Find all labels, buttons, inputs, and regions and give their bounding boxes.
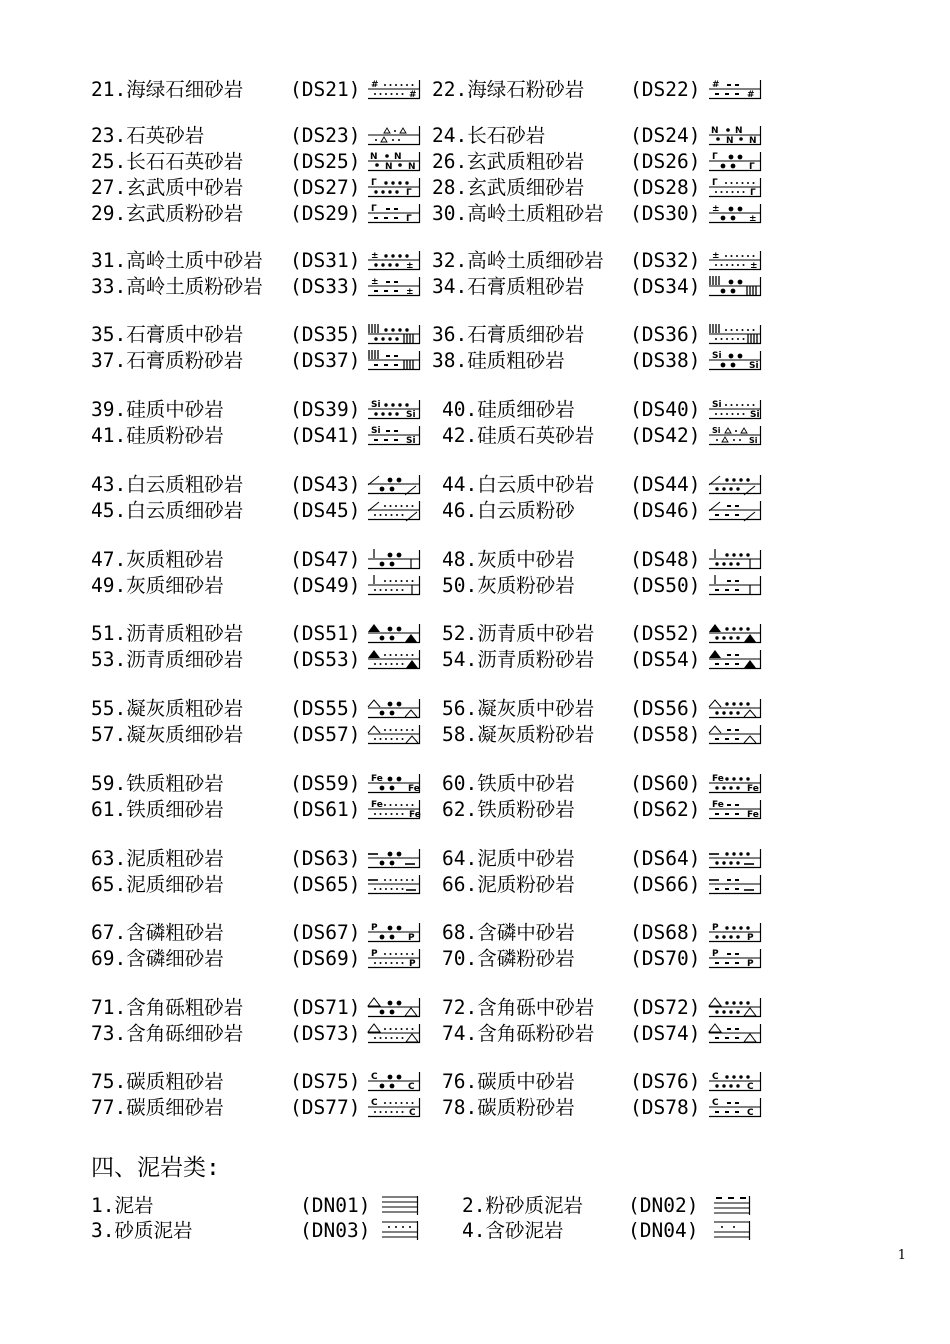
legend-code-ds45: (DS45) [290, 499, 361, 522]
legend-code-ds41: (DS41) [290, 424, 361, 447]
legend-code-dn03: (DN03) [300, 1219, 371, 1242]
legend-label-ds65: 65.泥质细砂岩 [91, 873, 224, 896]
svg-text:N: N [394, 152, 402, 162]
legend-label-ds63: 63.泥质粗砂岩 [91, 847, 224, 870]
legend-label-ds48: 48.灰质中砂岩 [442, 548, 575, 571]
svg-text:C: C [747, 1108, 754, 1118]
legend-code-ds30: (DS30) [630, 202, 701, 225]
svg-text:Si: Si [371, 400, 381, 410]
legend-code-dn04: (DN04) [628, 1219, 699, 1242]
lithology-symbol-ds76 [709, 1071, 761, 1091]
lithology-symbol-ds56 [709, 698, 761, 718]
legend-label-ds66: 66.泥质粉砂岩 [442, 873, 575, 896]
lithology-symbol-ds45 [368, 500, 420, 520]
legend-code-ds29: (DS29) [290, 202, 361, 225]
svg-text:C: C [408, 1082, 415, 1092]
lithology-symbol-ds78 [709, 1097, 761, 1117]
svg-text:±: ± [371, 277, 379, 287]
lithology-symbol-ds54 [709, 649, 761, 669]
legend-label-ds35: 35.石膏质中砂岩 [91, 323, 244, 346]
svg-text:P: P [712, 949, 719, 959]
lithology-symbol-ds28 [709, 177, 761, 197]
lithology-symbol-ds51 [368, 623, 420, 643]
lithology-symbol-ds69 [368, 948, 420, 968]
svg-text:Γ: Γ [371, 204, 377, 214]
legend-code-ds75: (DS75) [290, 1070, 361, 1093]
legend-code-ds22: (DS22) [630, 78, 701, 101]
legend-label-ds72: 72.含角砾中砂岩 [442, 996, 595, 1019]
lithology-symbol-ds26 [709, 151, 761, 171]
lithology-symbol-ds21 [368, 79, 420, 99]
legend-code-ds21: (DS21) [290, 78, 361, 101]
svg-text:±: ± [750, 261, 758, 271]
legend-label-ds60: 60.铁质中砂岩 [442, 772, 575, 795]
svg-text:C: C [371, 1098, 378, 1108]
legend-code-ds73: (DS73) [290, 1022, 361, 1045]
svg-text:Si: Si [406, 436, 416, 446]
lithology-symbol-ds77 [368, 1097, 420, 1117]
legend-label-ds59: 59.铁质粗砂岩 [91, 772, 224, 795]
legend-label-ds22: 22.海绿石粉砂岩 [432, 78, 585, 101]
legend-label-ds25: 25.长石石英砂岩 [91, 150, 244, 173]
lithology-symbol-ds32 [709, 250, 761, 270]
legend-label-ds37: 37.石膏质粉砂岩 [91, 349, 244, 372]
legend-code-ds33: (DS33) [290, 275, 361, 298]
legend-label-ds40: 40.硅质细砂岩 [442, 398, 575, 421]
legend-label-ds29: 29.玄武质粉砂岩 [91, 202, 244, 225]
lithology-symbol-dn01 [380, 1195, 432, 1215]
legend-code-ds35: (DS35) [290, 323, 361, 346]
svg-text:N: N [385, 162, 393, 172]
legend-code-ds37: (DS37) [290, 349, 361, 372]
svg-text:Fe: Fe [371, 774, 383, 784]
lithology-symbol-ds73 [368, 1023, 420, 1043]
legend-label-dn02: 2.粉砂质泥岩 [462, 1194, 583, 1217]
legend-code-ds36: (DS36) [630, 323, 701, 346]
legend-label-ds75: 75.碳质粗砂岩 [91, 1070, 224, 1093]
legend-code-ds48: (DS48) [630, 548, 701, 571]
lithology-symbol-ds27 [368, 177, 420, 197]
lithology-symbol-ds58 [709, 724, 761, 744]
svg-text:Γ: Γ [712, 152, 718, 162]
svg-text:#: # [371, 80, 379, 90]
legend-label-dn04: 4.含砂泥岩 [462, 1219, 564, 1242]
legend-label-ds71: 71.含角砾粗砂岩 [91, 996, 244, 1019]
svg-text:±: ± [406, 261, 414, 271]
legend-code-ds66: (DS66) [630, 873, 701, 896]
svg-text:Γ: Γ [750, 188, 756, 198]
legend-code-ds23: (DS23) [290, 124, 361, 147]
legend-code-ds69: (DS69) [290, 947, 361, 970]
lithology-symbol-ds70 [709, 948, 761, 968]
svg-text:Si: Si [712, 426, 721, 435]
legend-code-ds47: (DS47) [290, 548, 361, 571]
legend-label-ds70: 70.含磷粉砂岩 [442, 947, 575, 970]
legend-label-ds38: 38.硅质粗砂岩 [432, 349, 565, 372]
legend-code-ds31: (DS31) [290, 249, 361, 272]
svg-text:P: P [747, 933, 754, 943]
lithology-symbol-ds68 [709, 922, 761, 942]
legend-code-ds38: (DS38) [630, 349, 701, 372]
svg-text:P: P [371, 949, 378, 959]
legend-code-ds46: (DS46) [630, 499, 701, 522]
legend-label-ds64: 64.泥质中砂岩 [442, 847, 575, 870]
lithology-symbol-ds57 [368, 724, 420, 744]
lithology-symbol-ds41 [368, 425, 420, 445]
legend-code-ds49: (DS49) [290, 574, 361, 597]
svg-text:±: ± [712, 204, 720, 214]
legend-code-ds70: (DS70) [630, 947, 701, 970]
page-number: 1 [897, 1248, 906, 1263]
legend-code-ds53: (DS53) [290, 648, 361, 671]
svg-text:Si: Si [712, 400, 722, 410]
lithology-symbol-ds35 [368, 324, 420, 344]
svg-text:Si: Si [749, 436, 758, 445]
legend-code-ds76: (DS76) [630, 1070, 701, 1093]
legend-code-ds34: (DS34) [630, 275, 701, 298]
svg-text:#: # [747, 90, 755, 100]
svg-text:N: N [726, 136, 734, 146]
svg-text:P: P [408, 933, 415, 943]
legend-label-ds62: 62.铁质粉砂岩 [442, 798, 575, 821]
legend-code-ds27: (DS27) [290, 176, 361, 199]
legend-code-ds52: (DS52) [630, 622, 701, 645]
legend-code-ds59: (DS59) [290, 772, 361, 795]
legend-code-ds28: (DS28) [630, 176, 701, 199]
legend-label-ds41: 41.硅质粉砂岩 [91, 424, 224, 447]
legend-code-ds67: (DS67) [290, 921, 361, 944]
legend-code-ds26: (DS26) [630, 150, 701, 173]
legend-label-ds61: 61.铁质细砂岩 [91, 798, 224, 821]
svg-text:N: N [370, 152, 378, 162]
legend-code-ds68: (DS68) [630, 921, 701, 944]
svg-text:±: ± [406, 287, 414, 297]
legend-code-ds24: (DS24) [630, 124, 701, 147]
lithology-symbol-ds47 [368, 549, 420, 569]
lithology-symbol-ds55 [368, 698, 420, 718]
lithology-symbol-ds40 [709, 399, 761, 419]
legend-label-ds23: 23.石英砂岩 [91, 124, 205, 147]
legend-label-ds76: 76.碳质中砂岩 [442, 1070, 575, 1093]
section-heading-mudstone: 四、泥岩类: [91, 1155, 220, 1181]
svg-text:Fe: Fe [409, 810, 421, 820]
lithology-symbol-ds31 [368, 250, 420, 270]
legend-label-ds73: 73.含角砾细砂岩 [91, 1022, 244, 1045]
legend-label-ds31: 31.高岭土质中砂岩 [91, 249, 263, 272]
lithology-symbol-ds53 [368, 649, 420, 669]
legend-code-ds44: (DS44) [630, 473, 701, 496]
legend-code-ds40: (DS40) [630, 398, 701, 421]
legend-label-ds32: 32.高岭土质细砂岩 [432, 249, 604, 272]
legend-code-ds71: (DS71) [290, 996, 361, 1019]
legend-label-dn03: 3.砂质泥岩 [91, 1219, 193, 1242]
lithology-symbol-ds46 [709, 500, 761, 520]
lithology-symbol-ds61 [368, 799, 420, 819]
svg-text:Si: Si [406, 410, 416, 420]
lithology-symbol-ds37 [368, 350, 420, 370]
lithology-symbol-ds67 [368, 922, 420, 942]
svg-text:C: C [409, 1108, 416, 1118]
legend-code-ds56: (DS56) [630, 697, 701, 720]
svg-text:Fe: Fe [712, 774, 724, 784]
legend-label-ds50: 50.灰质粉砂岩 [442, 574, 575, 597]
lithology-symbol-ds48 [709, 549, 761, 569]
lithology-symbol-ds52 [709, 623, 761, 643]
legend-label-ds57: 57.凝灰质细砂岩 [91, 723, 244, 746]
legend-label-ds45: 45.白云质细砂岩 [91, 499, 244, 522]
legend-code-ds51: (DS51) [290, 622, 361, 645]
lithology-symbol-ds59 [368, 773, 420, 793]
svg-text:Fe: Fe [747, 810, 759, 820]
legend-code-ds32: (DS32) [630, 249, 701, 272]
svg-text:±: ± [749, 214, 757, 224]
legend-label-ds36: 36.石膏质细砂岩 [432, 323, 585, 346]
legend-code-dn01: (DN01) [300, 1194, 371, 1217]
svg-text:#: # [712, 80, 720, 90]
svg-text:Γ: Γ [406, 214, 412, 224]
legend-label-ds34: 34.石膏质粗砂岩 [432, 275, 585, 298]
legend-code-ds50: (DS50) [630, 574, 701, 597]
svg-text:±: ± [371, 251, 379, 261]
svg-text:N: N [749, 136, 757, 146]
legend-label-dn01: 1.泥岩 [91, 1194, 154, 1217]
legend-label-ds77: 77.碳质细砂岩 [91, 1096, 224, 1119]
legend-label-ds27: 27.玄武质中砂岩 [91, 176, 244, 199]
legend-label-ds26: 26.玄武质粗砂岩 [432, 150, 585, 173]
lithology-symbol-ds62 [709, 799, 761, 819]
svg-text:Si: Si [749, 361, 759, 371]
lithology-symbol-ds39 [368, 399, 420, 419]
legend-code-ds43: (DS43) [290, 473, 361, 496]
legend-code-ds62: (DS62) [630, 798, 701, 821]
svg-text:Γ: Γ [749, 162, 755, 172]
svg-text:C: C [712, 1072, 719, 1082]
svg-text:C: C [747, 1082, 754, 1092]
legend-label-ds24: 24.长石砂岩 [432, 124, 546, 147]
svg-text:Γ: Γ [371, 178, 377, 188]
legend-label-ds47: 47.灰质粗砂岩 [91, 548, 224, 571]
legend-code-ds72: (DS72) [630, 996, 701, 1019]
lithology-symbol-ds25 [368, 151, 420, 171]
svg-text:Fe: Fe [747, 784, 759, 794]
lithology-symbol-ds29 [368, 203, 420, 223]
lithology-symbol-ds30 [709, 203, 761, 223]
lithology-symbol-ds42 [709, 425, 761, 445]
legend-label-ds33: 33.高岭土质粉砂岩 [91, 275, 263, 298]
svg-text:P: P [747, 959, 754, 969]
legend-label-ds21: 21.海绿石细砂岩 [91, 78, 244, 101]
svg-text:P: P [371, 923, 378, 933]
legend-label-ds42: 42.硅质石英砂岩 [442, 424, 595, 447]
svg-text:Fe: Fe [712, 800, 724, 810]
lithology-symbol-ds23 [368, 125, 420, 145]
legend-code-ds60: (DS60) [630, 772, 701, 795]
svg-text:Si: Si [750, 410, 760, 420]
lithology-symbol-dn02 [712, 1195, 764, 1215]
legend-code-ds55: (DS55) [290, 697, 361, 720]
lithology-symbol-ds44 [709, 474, 761, 494]
svg-text:P: P [409, 959, 416, 969]
legend-label-ds58: 58.凝灰质粉砂岩 [442, 723, 595, 746]
svg-text:Γ: Γ [712, 178, 718, 188]
svg-text:C: C [371, 1072, 378, 1082]
legend-label-ds69: 69.含磷细砂岩 [91, 947, 224, 970]
legend-code-ds74: (DS74) [630, 1022, 701, 1045]
lithology-symbol-ds64 [709, 848, 761, 868]
svg-text:P: P [712, 923, 719, 933]
legend-code-ds54: (DS54) [630, 648, 701, 671]
legend-code-ds64: (DS64) [630, 847, 701, 870]
lithology-symbol-ds34 [709, 276, 761, 296]
legend-label-ds68: 68.含磷中砂岩 [442, 921, 575, 944]
legend-label-ds46: 46.白云质粉砂 [442, 499, 575, 522]
lithology-symbol-ds63 [368, 848, 420, 868]
lithology-symbol-ds24 [709, 125, 761, 145]
lithology-symbol-ds60 [709, 773, 761, 793]
lithology-symbol-ds22 [709, 79, 761, 99]
legend-code-ds61: (DS61) [290, 798, 361, 821]
legend-label-ds52: 52.沥青质中砂岩 [442, 622, 595, 645]
lithology-symbol-ds74 [709, 1023, 761, 1043]
legend-label-ds74: 74.含角砾粉砂岩 [442, 1022, 595, 1045]
legend-code-ds39: (DS39) [290, 398, 361, 421]
legend-label-ds55: 55.凝灰质粗砂岩 [91, 697, 244, 720]
legend-code-ds42: (DS42) [630, 424, 701, 447]
legend-label-ds49: 49.灰质细砂岩 [91, 574, 224, 597]
legend-code-ds65: (DS65) [290, 873, 361, 896]
svg-text:N: N [711, 126, 719, 136]
legend-code-dn02: (DN02) [628, 1194, 699, 1217]
lithology-symbol-ds36 [709, 324, 761, 344]
lithology-symbol-ds66 [709, 874, 761, 894]
lithology-symbol-dn04 [712, 1220, 764, 1240]
legend-label-ds56: 56.凝灰质中砂岩 [442, 697, 595, 720]
svg-text:N: N [408, 162, 416, 172]
lithology-symbol-ds43 [368, 474, 420, 494]
legend-code-ds63: (DS63) [290, 847, 361, 870]
svg-text:Si: Si [371, 426, 381, 436]
legend-code-ds77: (DS77) [290, 1096, 361, 1119]
lithology-symbol-ds65 [368, 874, 420, 894]
legend-label-ds28: 28.玄武质细砂岩 [432, 176, 585, 199]
legend-label-ds51: 51.沥青质粗砂岩 [91, 622, 244, 645]
legend-code-ds78: (DS78) [630, 1096, 701, 1119]
legend-label-ds39: 39.硅质中砂岩 [91, 398, 224, 421]
legend-label-ds43: 43.白云质粗砂岩 [91, 473, 244, 496]
svg-text:#: # [409, 90, 417, 100]
svg-text:Si: Si [712, 351, 722, 361]
lithology-symbol-dn03 [380, 1220, 432, 1240]
legend-code-ds57: (DS57) [290, 723, 361, 746]
lithology-symbol-ds72 [709, 997, 761, 1017]
legend-label-ds54: 54.沥青质粉砂岩 [442, 648, 595, 671]
legend-label-ds67: 67.含磷粗砂岩 [91, 921, 224, 944]
legend-code-ds25: (DS25) [290, 150, 361, 173]
legend-label-ds78: 78.碳质粉砂岩 [442, 1096, 575, 1119]
lithology-symbol-ds38 [709, 350, 761, 370]
svg-text:Γ: Γ [406, 188, 412, 198]
lithology-symbol-ds50 [709, 575, 761, 595]
legend-label-ds53: 53.沥青质细砂岩 [91, 648, 244, 671]
lithology-symbol-ds71 [368, 997, 420, 1017]
lithology-symbol-ds49 [368, 575, 420, 595]
legend-label-ds44: 44.白云质中砂岩 [442, 473, 595, 496]
svg-text:Fe: Fe [408, 784, 420, 794]
legend-label-ds30: 30.高岭土质粗砂岩 [432, 202, 604, 225]
svg-text:N: N [735, 126, 743, 136]
lithology-symbol-ds33 [368, 276, 420, 296]
lithology-symbol-ds75 [368, 1071, 420, 1091]
svg-text:±: ± [712, 251, 720, 261]
svg-text:C: C [712, 1098, 719, 1108]
svg-text:Fe: Fe [371, 800, 383, 810]
legend-code-ds58: (DS58) [630, 723, 701, 746]
